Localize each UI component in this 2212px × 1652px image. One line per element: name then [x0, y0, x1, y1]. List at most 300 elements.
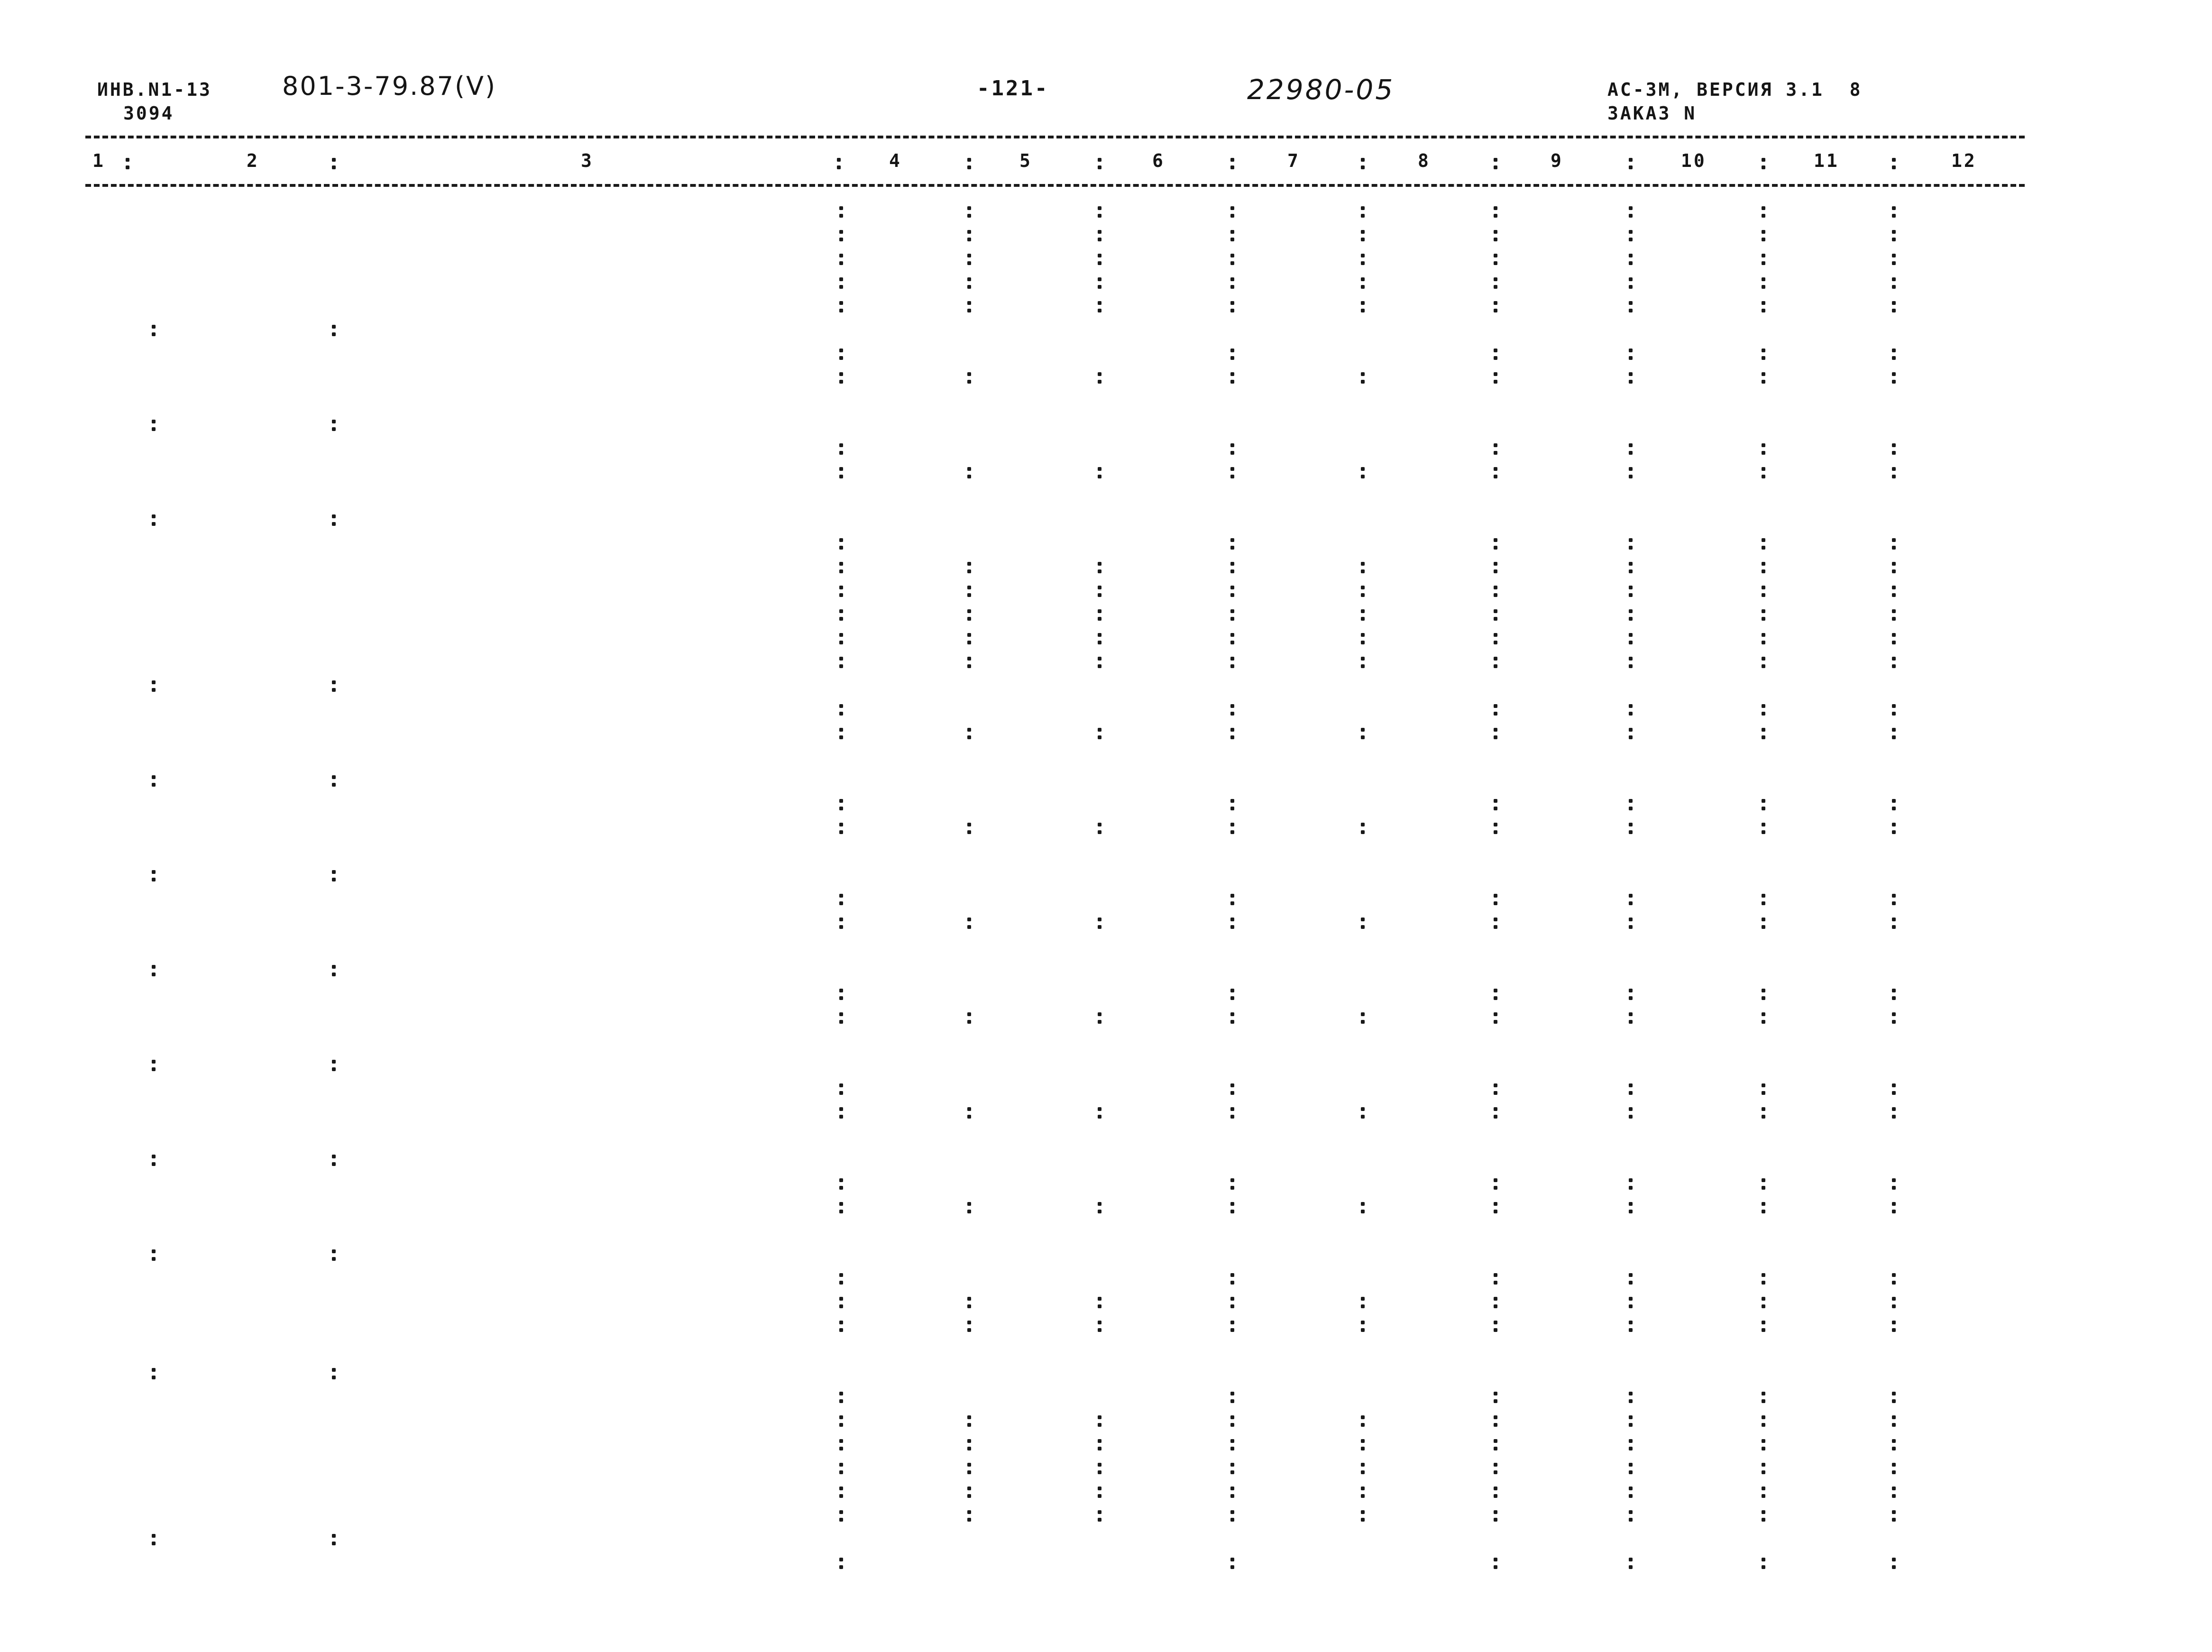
column-separator [1230, 609, 1234, 613]
column-separator [1762, 372, 1765, 376]
column-separator [1892, 467, 1896, 471]
column-separator [839, 586, 843, 589]
column-separator [839, 1273, 843, 1277]
column-separator [1494, 158, 1497, 162]
column-separator [1762, 799, 1765, 803]
column-separator [1494, 443, 1497, 447]
column-separator [332, 325, 336, 329]
column-separator [1098, 1321, 1101, 1324]
column-separator [839, 1012, 843, 1016]
column-separator [152, 1534, 156, 1538]
column-separator [1762, 1107, 1765, 1111]
column-separator [1494, 277, 1497, 281]
column-separator [839, 1392, 843, 1395]
column-separator [839, 657, 843, 661]
column-separator [1629, 562, 1633, 566]
column-separator [1361, 1487, 1365, 1490]
column-separator [152, 1060, 156, 1064]
column-separator [1230, 1463, 1234, 1467]
column-separator [1230, 254, 1234, 257]
column-separator [967, 254, 971, 257]
column-header-3: 3 [581, 150, 594, 171]
column-separator [1494, 989, 1497, 992]
column-separator [152, 514, 156, 518]
column-separator [1762, 254, 1765, 257]
column-separator [967, 728, 971, 732]
page-number: -121- [977, 76, 1049, 101]
column-separator [1230, 562, 1234, 566]
column-separator [1892, 586, 1896, 589]
column-separator [1762, 633, 1765, 637]
column-separator [152, 420, 156, 423]
column-separator [1494, 1297, 1497, 1301]
column-separator [332, 1534, 336, 1538]
column-separator [1098, 1415, 1101, 1419]
column-header-11: 11 [1814, 150, 1839, 171]
column-separator [1629, 1558, 1633, 1561]
column-separator [1494, 728, 1497, 732]
column-separator [1629, 1083, 1633, 1087]
column-separator [967, 206, 971, 210]
column-separator [839, 538, 843, 542]
column-separator [1230, 1439, 1234, 1443]
column-separator [967, 918, 971, 921]
column-separator [1494, 799, 1497, 803]
column-separator [1892, 230, 1896, 234]
column-separator [1629, 158, 1633, 162]
column-separator [1098, 562, 1101, 566]
column-separator [967, 633, 971, 637]
document-code: 801-3-79.87(V) [282, 71, 497, 101]
column-separator [1230, 538, 1234, 542]
column-separator [1230, 918, 1234, 921]
column-separator [1361, 1012, 1365, 1016]
column-separator [967, 1510, 971, 1514]
column-separator [1361, 372, 1365, 376]
column-separator [1892, 1558, 1896, 1561]
column-separator [1892, 918, 1896, 921]
column-separator [1762, 277, 1765, 281]
column-separator [332, 1249, 336, 1253]
column-separator [967, 1012, 971, 1016]
inventory-number: ИНВ.N1-13 [97, 79, 212, 100]
column-separator [1892, 349, 1896, 352]
column-separator [1361, 1415, 1365, 1419]
column-separator [1762, 230, 1765, 234]
column-separator [1629, 1273, 1633, 1277]
column-separator [839, 1107, 843, 1111]
column-separator [967, 467, 971, 471]
column-separator [1494, 1321, 1497, 1324]
column-separator [152, 1368, 156, 1372]
column-separator [1892, 799, 1896, 803]
column-separator [1629, 1012, 1633, 1016]
column-separator [839, 894, 843, 898]
column-separator [1762, 1487, 1765, 1490]
column-separator [1762, 301, 1765, 305]
column-separator [1762, 1415, 1765, 1419]
column-separator [1098, 586, 1101, 589]
column-separator [839, 633, 843, 637]
column-separator [1762, 562, 1765, 566]
column-separator [1762, 1178, 1765, 1182]
column-separator [332, 158, 336, 162]
column-separator [1892, 1273, 1896, 1277]
column-separator [839, 728, 843, 732]
column-separator [1629, 1392, 1633, 1395]
column-separator [1230, 989, 1234, 992]
column-separator [1892, 1392, 1896, 1395]
column-separator [967, 158, 971, 162]
column-separator [332, 775, 336, 779]
software-version: АС-3М, ВЕРСИЯ 3.1 8 [1607, 79, 1863, 100]
column-separator [839, 918, 843, 921]
column-separator [1361, 918, 1365, 921]
column-separator [1892, 562, 1896, 566]
header-top-rule [85, 136, 2025, 138]
column-separator [1230, 1415, 1234, 1419]
column-separator [332, 514, 336, 518]
column-separator [839, 277, 843, 281]
column-separator [1098, 1202, 1101, 1206]
column-separator [1098, 230, 1101, 234]
column-separator [839, 1487, 843, 1490]
order-code: 22980-05 [1247, 73, 1395, 106]
column-separator [839, 562, 843, 566]
column-separator [1629, 349, 1633, 352]
column-separator [1762, 443, 1765, 447]
column-separator [1892, 538, 1896, 542]
column-separator [1629, 633, 1633, 637]
column-separator [1629, 704, 1633, 708]
column-separator [1762, 586, 1765, 589]
column-separator [152, 680, 156, 684]
column-separator [1762, 158, 1765, 162]
column-separator [1361, 1321, 1365, 1324]
column-separator [967, 1321, 971, 1324]
column-separator [967, 301, 971, 305]
column-separator [1361, 823, 1365, 826]
column-separator [1892, 372, 1896, 376]
column-separator [1098, 1107, 1101, 1111]
column-separator [1230, 1178, 1234, 1182]
column-separator [1494, 349, 1497, 352]
column-separator [1629, 254, 1633, 257]
column-separator [1629, 1107, 1633, 1111]
column-separator [152, 870, 156, 874]
column-separator [839, 704, 843, 708]
column-separator [839, 799, 843, 803]
column-separator [1629, 206, 1633, 210]
column-separator [839, 230, 843, 234]
column-separator [1494, 1012, 1497, 1016]
column-separator [1230, 1321, 1234, 1324]
column-header-4: 4 [889, 150, 902, 171]
column-separator [1892, 633, 1896, 637]
column-separator [839, 206, 843, 210]
column-separator [1230, 206, 1234, 210]
column-separator [1494, 894, 1497, 898]
column-separator [1230, 1392, 1234, 1395]
column-separator [1762, 1439, 1765, 1443]
column-separator [1892, 443, 1896, 447]
column-separator [1629, 230, 1633, 234]
column-separator [1361, 562, 1365, 566]
column-separator [1361, 467, 1365, 471]
column-separator [1762, 894, 1765, 898]
column-separator [1762, 989, 1765, 992]
column-separator [1494, 918, 1497, 921]
column-separator [1629, 1463, 1633, 1467]
column-separator [967, 1415, 971, 1419]
column-header-2: 2 [247, 150, 259, 171]
column-separator [839, 1178, 843, 1182]
column-separator [1494, 704, 1497, 708]
column-separator [1361, 206, 1365, 210]
column-separator [1098, 728, 1101, 732]
column-separator [1361, 657, 1365, 661]
column-separator [1230, 1510, 1234, 1514]
column-separator [1230, 467, 1234, 471]
column-separator [332, 420, 336, 423]
column-separator [1892, 1415, 1896, 1419]
column-separator [1230, 704, 1234, 708]
column-separator [1494, 206, 1497, 210]
column-separator [1629, 467, 1633, 471]
column-separator [967, 230, 971, 234]
column-separator [1892, 728, 1896, 732]
column-separator [152, 325, 156, 329]
column-separator [1629, 823, 1633, 826]
column-separator [1098, 1463, 1101, 1467]
column-separator [1230, 633, 1234, 637]
column-separator [967, 1439, 971, 1443]
column-separator [1494, 1463, 1497, 1467]
column-separator [1230, 230, 1234, 234]
column-separator [1494, 1415, 1497, 1419]
column-separator [1230, 277, 1234, 281]
column-separator [332, 1060, 336, 1064]
column-separator [1230, 1558, 1234, 1561]
column-separator [967, 1202, 971, 1206]
column-separator [1098, 301, 1101, 305]
column-separator [839, 349, 843, 352]
column-separator [1361, 728, 1365, 732]
column-separator [152, 1249, 156, 1253]
header-bottom-rule [85, 184, 2025, 187]
column-separator [1230, 1297, 1234, 1301]
column-separator [1892, 1487, 1896, 1490]
column-header-10: 10 [1681, 150, 1707, 171]
column-separator [332, 1155, 336, 1158]
column-separator [1361, 254, 1365, 257]
column-separator [152, 965, 156, 969]
column-separator [1098, 609, 1101, 613]
column-separator [1762, 1273, 1765, 1277]
column-separator [1230, 1487, 1234, 1490]
column-separator [1762, 349, 1765, 352]
column-separator [1494, 657, 1497, 661]
column-separator [1629, 894, 1633, 898]
column-separator [1629, 989, 1633, 992]
column-separator [1230, 301, 1234, 305]
column-separator [1361, 158, 1365, 162]
column-separator [1629, 1178, 1633, 1182]
column-separator [1230, 372, 1234, 376]
column-separator [1230, 1273, 1234, 1277]
column-separator [1762, 1392, 1765, 1395]
column-separator [1892, 657, 1896, 661]
column-separator [839, 1202, 843, 1206]
column-separator [1892, 206, 1896, 210]
column-separator [839, 989, 843, 992]
column-separator [839, 609, 843, 613]
column-separator [1762, 704, 1765, 708]
column-separator [1098, 467, 1101, 471]
column-separator [1494, 301, 1497, 305]
column-separator [1494, 254, 1497, 257]
column-separator [1098, 657, 1101, 661]
column-separator [1892, 277, 1896, 281]
column-separator [1361, 633, 1365, 637]
column-separator [837, 158, 841, 162]
column-separator [1230, 657, 1234, 661]
column-separator [1629, 1439, 1633, 1443]
column-separator [1494, 1178, 1497, 1182]
column-separator [1230, 894, 1234, 898]
column-separator [1361, 277, 1365, 281]
column-separator [1892, 1178, 1896, 1182]
column-separator [1762, 1083, 1765, 1087]
column-separator [1494, 1273, 1497, 1277]
column-separator [1892, 894, 1896, 898]
column-separator [1762, 467, 1765, 471]
column-separator [1629, 1510, 1633, 1514]
column-separator [1892, 1297, 1896, 1301]
column-separator [1494, 609, 1497, 613]
column-separator [967, 1487, 971, 1490]
column-separator [1098, 1297, 1101, 1301]
column-separator [1629, 609, 1633, 613]
column-separator [839, 823, 843, 826]
column-separator [967, 1107, 971, 1111]
column-separator [1892, 1202, 1896, 1206]
column-separator [967, 657, 971, 661]
column-separator [1361, 609, 1365, 613]
column-separator [1762, 1012, 1765, 1016]
column-separator [839, 1083, 843, 1087]
column-separator [1494, 372, 1497, 376]
column-separator [967, 586, 971, 589]
column-separator [967, 562, 971, 566]
column-separator [1494, 1439, 1497, 1443]
column-separator [839, 1321, 843, 1324]
column-separator [839, 1297, 843, 1301]
column-separator [1494, 1392, 1497, 1395]
column-separator [1494, 1083, 1497, 1087]
column-separator [1892, 1321, 1896, 1324]
column-separator [839, 372, 843, 376]
column-separator [1762, 1463, 1765, 1467]
column-separator [1098, 1012, 1101, 1016]
column-separator [1762, 918, 1765, 921]
column-separator [1494, 1202, 1497, 1206]
column-separator [1361, 1463, 1365, 1467]
column-separator [839, 1463, 843, 1467]
column-separator [1098, 1439, 1101, 1443]
column-separator [1892, 1510, 1896, 1514]
column-separator [1098, 158, 1101, 162]
column-separator [1629, 538, 1633, 542]
column-separator [1230, 443, 1234, 447]
column-separator [1762, 1321, 1765, 1324]
column-separator [1230, 1202, 1234, 1206]
inventory-number-sub: 3094 [123, 103, 174, 124]
column-separator [1494, 1558, 1497, 1561]
column-separator [1762, 1202, 1765, 1206]
column-separator [1098, 372, 1101, 376]
column-separator [1629, 443, 1633, 447]
column-separator [152, 775, 156, 779]
column-separator [1892, 989, 1896, 992]
column-separator [1361, 301, 1365, 305]
column-separator [1230, 158, 1234, 162]
column-separator [1098, 206, 1101, 210]
column-separator [1230, 1107, 1234, 1111]
column-separator [1629, 1487, 1633, 1490]
column-separator [126, 158, 129, 162]
column-separator [1629, 799, 1633, 803]
column-separator [332, 965, 336, 969]
column-separator [1892, 704, 1896, 708]
column-separator [1494, 586, 1497, 589]
column-separator [1629, 301, 1633, 305]
column-separator [1494, 562, 1497, 566]
column-separator [1629, 586, 1633, 589]
column-separator [1629, 1321, 1633, 1324]
column-separator [1892, 1463, 1896, 1467]
column-separator [1361, 230, 1365, 234]
column-separator [839, 254, 843, 257]
column-separator [1762, 657, 1765, 661]
column-separator [1762, 1297, 1765, 1301]
column-separator [1629, 1415, 1633, 1419]
column-separator [1892, 254, 1896, 257]
column-separator [152, 1155, 156, 1158]
column-separator [1361, 586, 1365, 589]
column-separator [1762, 1510, 1765, 1514]
column-separator [1098, 633, 1101, 637]
column-separator [967, 823, 971, 826]
column-separator [1361, 1439, 1365, 1443]
column-header-12: 12 [1951, 150, 1977, 171]
column-separator [1230, 349, 1234, 352]
column-separator [967, 609, 971, 613]
column-separator [839, 301, 843, 305]
column-separator [839, 1558, 843, 1561]
column-separator [1098, 1487, 1101, 1490]
column-separator [1361, 1510, 1365, 1514]
column-separator [1494, 633, 1497, 637]
column-separator [839, 1510, 843, 1514]
column-separator [1494, 467, 1497, 471]
column-separator [1230, 799, 1234, 803]
column-separator [1892, 1012, 1896, 1016]
column-separator [1762, 609, 1765, 613]
column-separator [1892, 1107, 1896, 1111]
column-separator [967, 1297, 971, 1301]
column-separator [1629, 1202, 1633, 1206]
